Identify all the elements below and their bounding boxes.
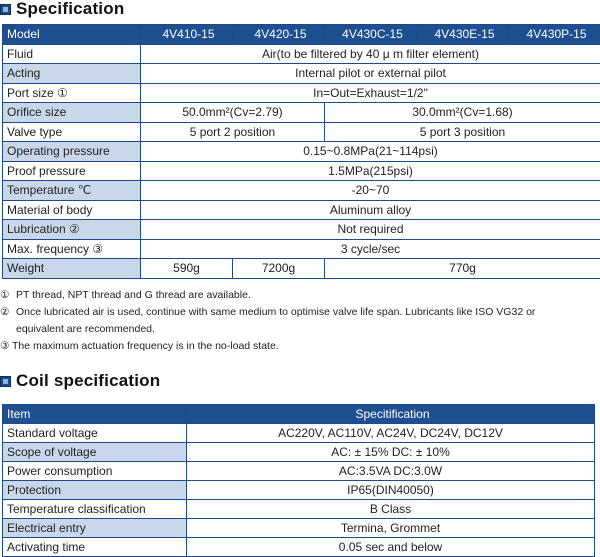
- row-value: Internal pilot or external pilot: [141, 64, 600, 84]
- row-label: Operating pressure: [3, 142, 141, 162]
- table-row: [3, 538, 595, 557]
- spec-heading: [0, 0, 124, 18]
- row-value: IP65(DIN40050): [187, 481, 595, 500]
- square-bullet-icon: [0, 4, 11, 15]
- row-value: 0.15~0.8MPa(21~114psi): [141, 142, 600, 162]
- row-label: Max. frequency ③: [3, 239, 141, 259]
- coil-table: [2, 404, 595, 557]
- weight-4v410: 590g: [141, 259, 233, 279]
- row-label: Orifice size: [3, 103, 141, 123]
- table-row: [3, 220, 600, 240]
- note-item: ① PT thread, NPT thread and G thread are available.: [0, 289, 251, 301]
- row-label: Weight: [3, 259, 141, 279]
- note-item: equivalent are recommended.: [16, 323, 155, 335]
- weight-4v430: 770g: [325, 259, 600, 279]
- row-value: Not required: [141, 220, 600, 240]
- row-value: 3 cycle/sec: [141, 239, 600, 259]
- coil-header-row: [3, 405, 595, 424]
- row-label: Scope of voltage: [3, 443, 187, 462]
- row-value: B Class: [187, 500, 595, 519]
- row-label: Acting: [3, 64, 141, 84]
- item-header: Item: [3, 405, 187, 424]
- note-item: ③ The maximum actuation frequency is in the no-load state.: [0, 340, 279, 352]
- model-4v420: 4V420-15: [233, 25, 325, 45]
- table-row: [3, 103, 600, 123]
- row-value: AC: ± 15% DC: ± 10%: [187, 443, 595, 462]
- table-row: [3, 181, 600, 201]
- row-value-2pos: 50.0mm²(Cv=2.79): [141, 103, 325, 123]
- coil-title: Coil specification: [16, 371, 161, 390]
- table-row: [3, 200, 600, 220]
- table-row: [3, 83, 600, 103]
- table-row: [3, 122, 600, 142]
- table-row: [3, 462, 595, 481]
- row-value: Termina, Grommet: [187, 519, 595, 538]
- row-value-3pos: 30.0mm²(Cv=1.68): [325, 103, 600, 123]
- row-label: Temperature ℃: [3, 181, 141, 201]
- row-label: Lubrication ②: [3, 220, 141, 240]
- spec-table: [2, 24, 600, 279]
- weight-4v420: 7200g: [233, 259, 325, 279]
- table-row: [3, 64, 600, 84]
- spec-header-row: [3, 25, 600, 45]
- row-value: AC:3.5VA DC:3.0W: [187, 462, 595, 481]
- row-label: Electrical entry: [3, 519, 187, 538]
- model-header: Model: [3, 25, 141, 45]
- model-4v430e: 4V430E-15: [417, 25, 509, 45]
- table-row: [3, 239, 600, 259]
- table-row: [3, 142, 600, 162]
- coil-heading: [0, 372, 160, 390]
- note-item: ② Once lubricated air is used, continue with same medium to optimise valve life span. Lubricants like ISO VG32 or: [0, 306, 536, 318]
- row-label: Material of body: [3, 200, 141, 220]
- row-value: 0.05 sec and below: [187, 538, 595, 557]
- row-label: Power consumption: [3, 462, 187, 481]
- table-row: [3, 443, 595, 462]
- row-label: Fluid: [3, 44, 141, 64]
- row-label: Proof pressure: [3, 161, 141, 181]
- row-value: In=Out=Exhaust=1/2": [141, 83, 600, 103]
- row-value-3pos: 5 port 3 position: [325, 122, 600, 142]
- row-label: Standard voltage: [3, 424, 187, 443]
- spec-notes: [0, 287, 598, 355]
- row-value: Aluminum alloy: [141, 200, 600, 220]
- model-4v410: 4V410-15: [141, 25, 233, 45]
- row-value: Air(to be filtered by 40 μ m filter element): [141, 44, 600, 64]
- model-4v430p: 4V430P-15: [509, 25, 600, 45]
- table-row: [3, 424, 595, 443]
- spec-title: Specification: [16, 0, 125, 18]
- row-value: 1.5MPa(215psi): [141, 161, 600, 181]
- row-label: Protection: [3, 481, 187, 500]
- row-value-2pos: 5 port 2 position: [141, 122, 325, 142]
- row-label: Port size ①: [3, 83, 141, 103]
- row-value: AC220V, AC110V, AC24V, DC24V, DC12V: [187, 424, 595, 443]
- row-value: -20~70: [141, 181, 600, 201]
- row-label: Activating time: [3, 538, 187, 557]
- table-row: [3, 500, 595, 519]
- row-label: Temperature classification: [3, 500, 187, 519]
- model-4v430c: 4V430C-15: [325, 25, 417, 45]
- row-label: Valve type: [3, 122, 141, 142]
- square-bullet-icon: [0, 376, 11, 387]
- table-row: [3, 44, 600, 64]
- table-row: [3, 519, 595, 538]
- specification-header: Specitification: [187, 405, 595, 424]
- table-row: [3, 161, 600, 181]
- table-row: [3, 481, 595, 500]
- table-row: [3, 259, 600, 279]
